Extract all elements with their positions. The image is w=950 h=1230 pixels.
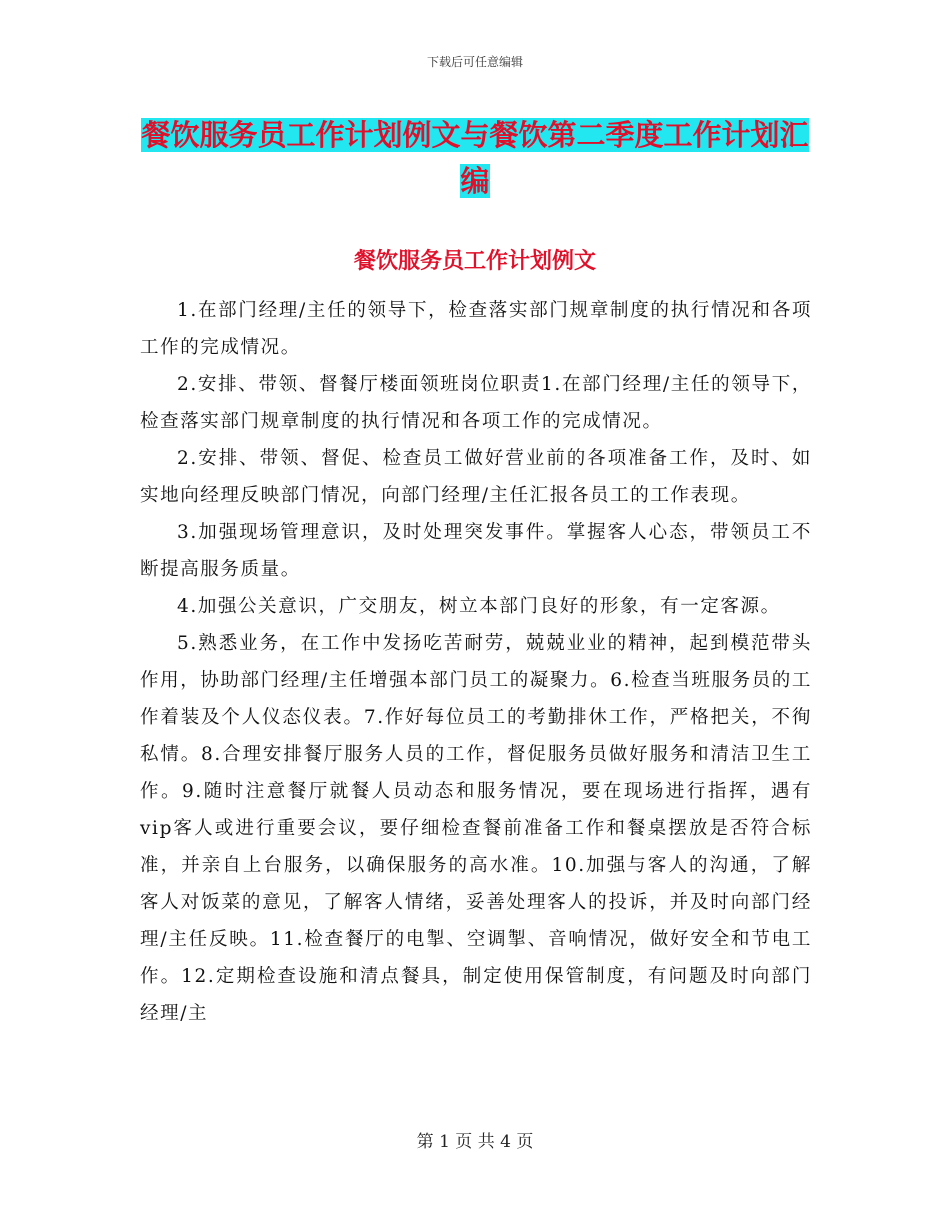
paragraph: 2.安排、带领、督餐厅楼面领班岗位职责1.在部门经理/主任的领导下，检查落实部门规章制度的执行情况和各项工作的完成情况。 bbox=[140, 374, 812, 432]
document-title-text: 餐饮服务员工作计划例文与餐饮第二季度工作计划汇编 bbox=[141, 118, 809, 198]
download-note: 下载后可任意编辑 bbox=[426, 55, 523, 69]
paragraph: 2.安排、带领、督促、检查员工做好营业前的各项准备工作，及时、如实地向经理反映部门情况，向部门经理/主任汇报各员工的工作表现。 bbox=[140, 448, 812, 506]
paragraph: 4.加强公关意识，广交朋友，树立本部门良好的形象，有一定客源。 bbox=[177, 596, 781, 617]
paragraph: 5.熟悉业务，在工作中发扬吃苦耐劳，兢兢业业的精神，起到模范带头作用，协助部门经理/主任增强本部门员工的凝聚力。6.检查当班服务员的工作着装及个人仪态仪表。7.作好每位员工的考勤排休工作，严格把关，不徇私情。8.合理安排餐厅服务人员的工作，督促服务员做好服务和清洁卫生工作。9.随时注意餐厅就餐人员动态和服务情况，要在现场进行指挥，遇有vip客人或进行重要会议，要仔细检查餐前准备工作和餐桌摆放是否符合标准，并亲自上台服务，以确保服务的高水准。10.加强与客人的沟通，了解客人对饭菜的意见，了解客人情绪，妥善处理客人的投诉，并及时向部门经理/主任反映。11.检查餐厅的电掣、空调掣、音响情况，做好安全和节电工作。12.定期检查设施和清点餐具，制定使用保管制度，有问题及时向部门经理/主 bbox=[140, 633, 812, 1024]
section-title: 餐饮服务员工作计划例文 bbox=[353, 249, 596, 274]
paragraph: 1.在部门经理/主任的领导下，检查落实部门规章制度的执行情况和各项工作的完成情况。 bbox=[140, 300, 812, 358]
document-title bbox=[140, 112, 810, 204]
document-body bbox=[140, 292, 812, 1032]
paragraph: 3.加强现场管理意识，及时处理突发事件。掌握客人心态，带领员工不断提高服务质量。 bbox=[140, 522, 812, 580]
page-number: 第 1 页 共 4 页 bbox=[416, 1132, 534, 1152]
